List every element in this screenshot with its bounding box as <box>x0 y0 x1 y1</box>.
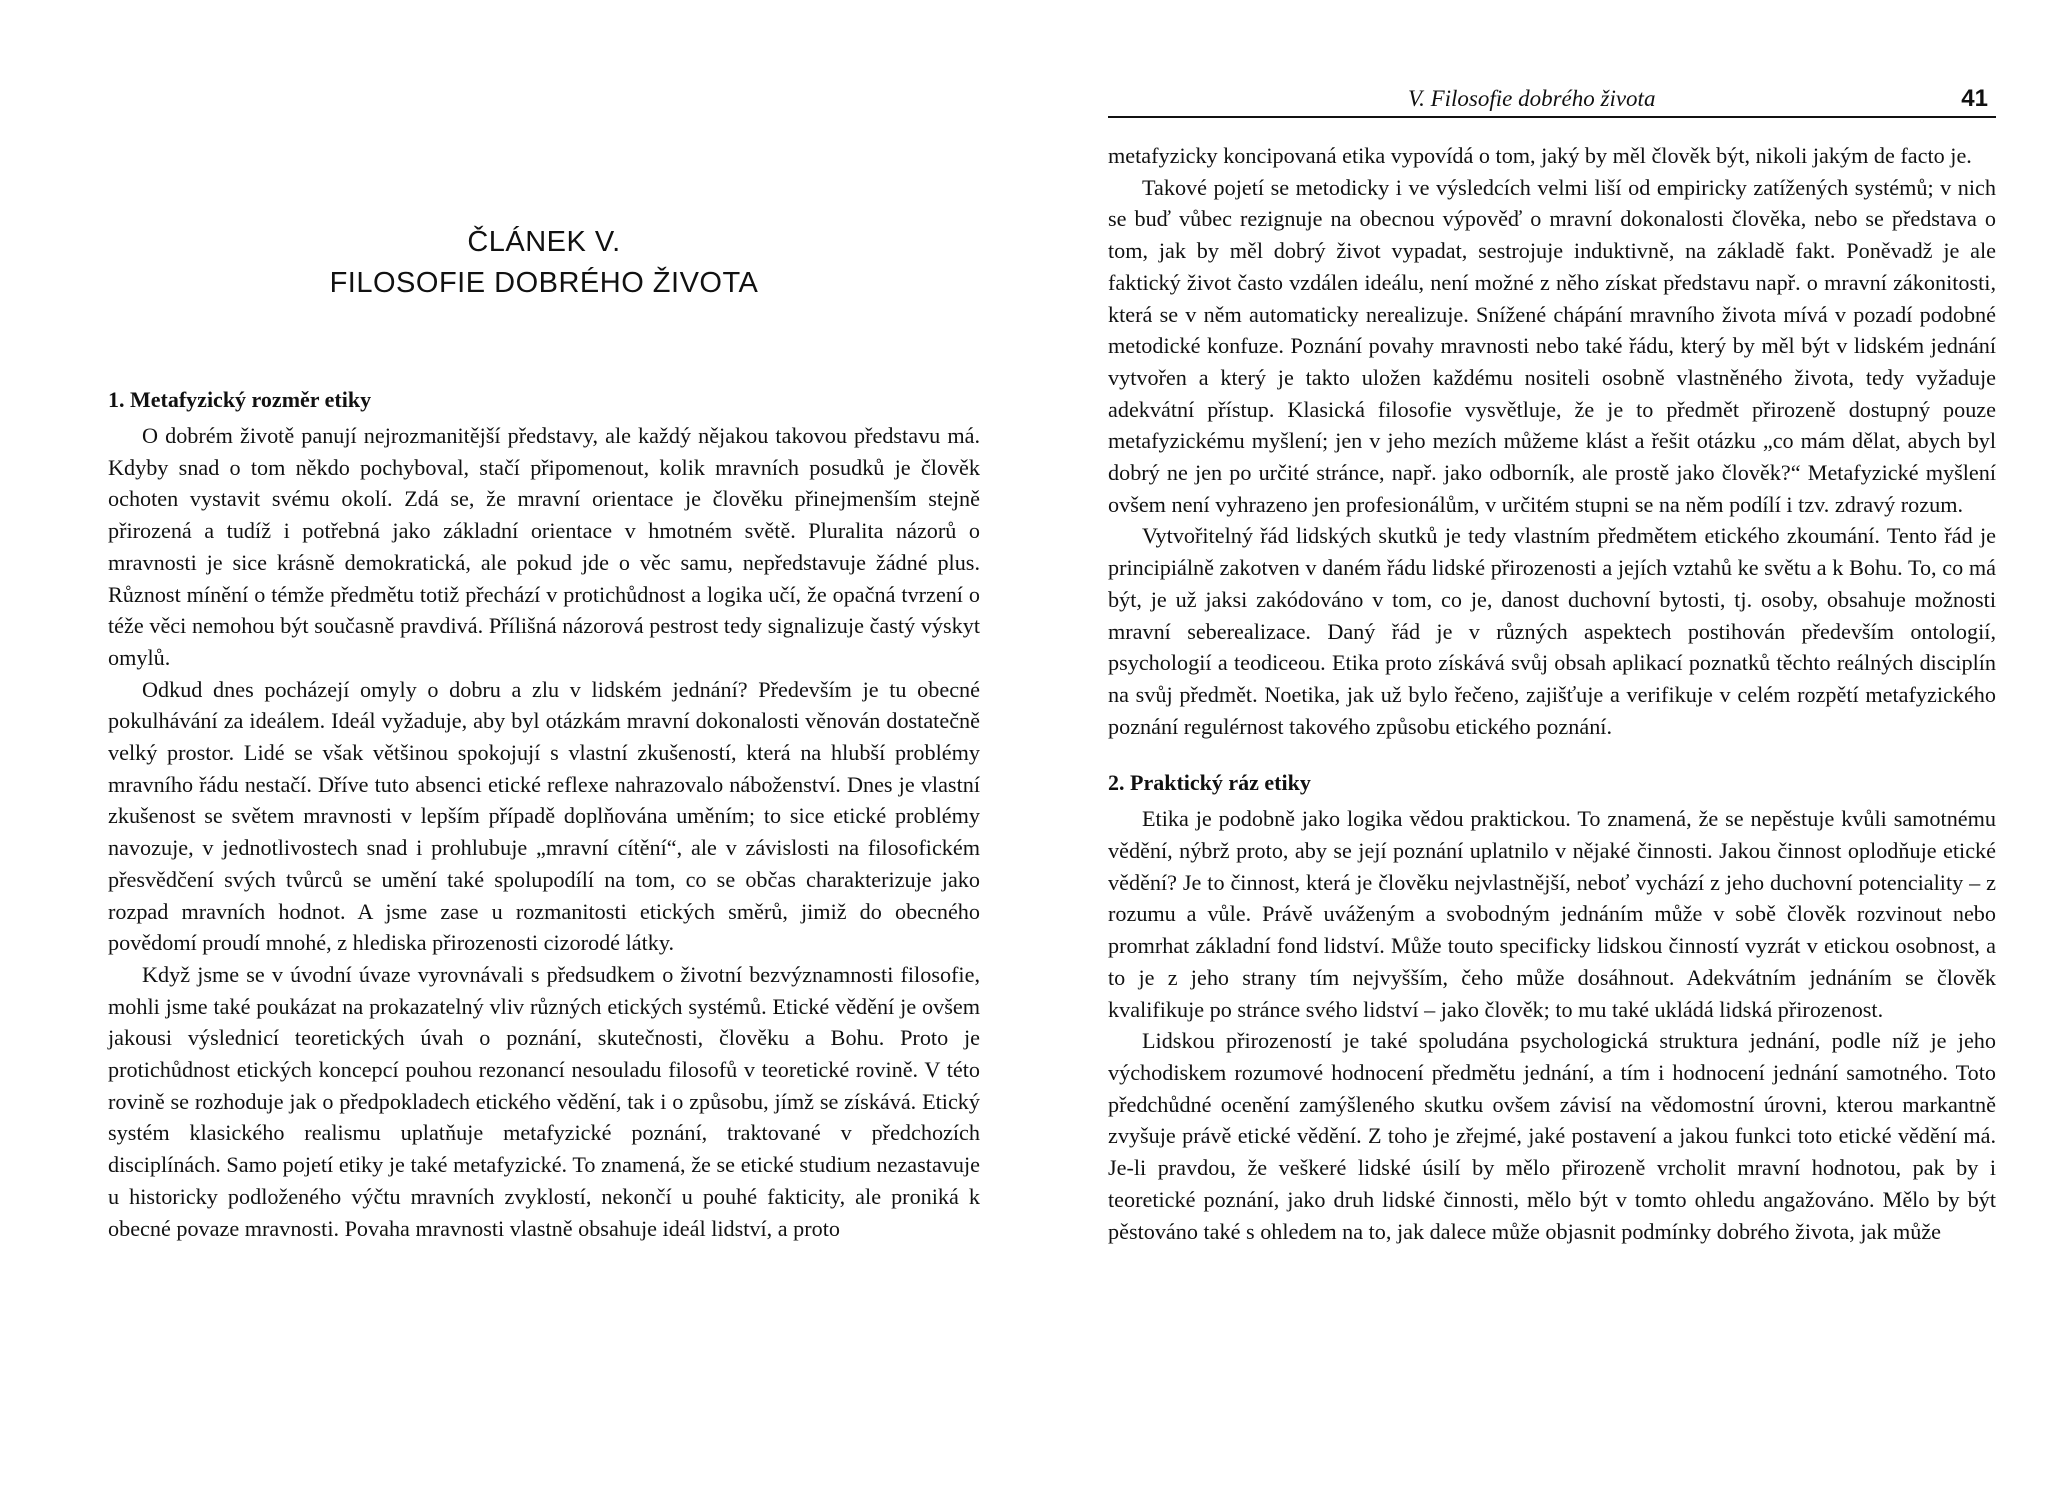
section-2-title: 2. Praktický ráz etiky <box>1108 770 1311 796</box>
page-number: 41 <box>1961 85 1988 112</box>
section-1-title: 1. Metafyzický rozměr etiky <box>108 387 372 412</box>
paragraph: Když jsme se v úvodní úvaze vyrovnávali s předsudkem o životní bezvýznamnosti filosofie, mohli jsme také poukázat na prokazatelný vliv různých etických systémů. Etické vědění je ovšem jakousi výslednicí teoretických úvah o poznání, skutečnosti, člověku a Bohu. Proto je protichůdnost etických koncepcí pouhou rezonancí nesouladu filosofů v teoretické rovině. V této rovině se rozhoduje jak o předpokladech etického vědění, tak i o způsobu, jímž se získává. Etický systém klasického realismu uplatňuje metafyzické poznání, traktované v předchozích disciplínách. Samo pojetí etiky je také metafyzické. To znamená, že se etické studium nezastavuje u historicky podloženého výčtu mravních zvyklostí, nekončí u pouhé fakticity, ale proniká k obecné povaze mravnosti. Povaha mravnosti vlastně obsahuje ideál lidství, a proto <box>108 961 980 1241</box>
left-body <box>108 383 980 1244</box>
left-page <box>108 0 980 1500</box>
right-body <box>1108 140 1996 1247</box>
paragraph: Odkud dnes pocházejí omyly o dobru a zlu v lidském jednání? Především je tu obecné pokulhávání za ideálem. Ideál vyžaduje, aby byl otázkám mravní dokonalosti věnován dostatečně velký prostor. Lidé se však většinou spokojují s vlastní zkušeností, která na hlubší problémy mravního řádu nestačí. Dříve tuto absenci etické reflexe nahrazovalo náboženství. Dnes je vlastní zkušenost se světem mravnosti v lepším případě doplňována uměním; to sice etické problémy navozuje, v jednotlivostech snad i prohlubuje „mravní cítění“, ale v závislosti na filosofickém přesvědčení svých tvůrců se umění také spolupodílí na tom, co se občas charakterizuje jako rozpad mravních hodnot. A jsme zase u rozmanitosti etických směrů, jimiž do obecného povědomí proudí mnohé, z hlediska přirozenosti cizorodé látky. <box>108 676 980 956</box>
paragraph: Lidskou přirozeností je také spoludána psychologická struktura jednání, podle níž je jeho východiskem rozumové hodnocení předmětu jednání, a tím i hodnocení jednání samotného. Toto předchůdné ocenění zamýšleného skutku ovšem závisí na vědomostní úrovni, kterou markantně zvyšuje právě etické vědění. Z toho je zřejmé, jaké postavení a jakou funkci toto etické vědění má. Je-li pravdou, že veškeré lidské úsilí by mělo přirozeně vrcholit mravní hodnotou, pak by i teoretické poznání, jako druh lidské činnosti, mělo být v tomto ohledu angažováno. Mělo by být pěstováno také s ohledem na to, jak dalece může objasnit podmínky dobrého života, jak může <box>1108 1028 1996 1244</box>
running-head-title: V. Filosofie dobrého života <box>1408 86 1656 111</box>
right-page <box>1108 0 1996 1500</box>
paragraph: Vytvořitelný řád lidských skutků je tedy vlastním předmětem etického zkoumání. Tento řád je principiálně zakotven v daném řádu lidské přirozenosti a jejích vztahů ke světu a k Bohu. To, co má být, je už jaksi zakódováno v tom, co je, danost duchovní bytosti, tj. osoby, obsahuje možnosti mravní seberealizace. Daný řád je v různých aspektech postihován především ontologií, psychologií a teodiceou. Etika proto získává svůj obsah aplikací poznatků těchto reálných disciplín na svůj předmět. Noetika, jak už bylo řečeno, zajišťuje a verifikuje v celém rozpětí metafyzického poznání regulérnost takového způsobu etického poznání. <box>1108 523 1996 739</box>
running-head <box>1108 84 1996 118</box>
paragraph: O dobrém životě panují nejrozmanitější představy, ale každý nějakou takovou představu má. Kdyby snad o tom někdo pochyboval, stačí připomenout, kolik mravních posudků je člověk ochoten vystavit svému okolí. Zdá se, že mravní orientace je člověku přinejmenším stejně přirozená a tudíž i potřebná jako základní orientace v hmotném světě. Pluralita názorů o mravnosti je sice krásně demokratická, ale pokud jde o věc samu, nepředstavuje žádné plus. Různost mínění o témže předmětu totiž přechází v protichůdnost a logika učí, že opačná tvrzení o téže věci nemohou být současně pravdivá. Přílišná názorová pestrost tedy signalizuje častý výskyt omylů. <box>108 423 980 670</box>
section-gap <box>1108 742 1996 766</box>
paragraph: Etika je podobně jako logika vědou praktickou. To znamená, že se nepěstuje kvůli samotnému vědění, nýbrž proto, aby se její poznání uplatnilo v nějaké činnosti. Jakou činnost oplodňuje etické vědění? Je to činnost, která je člověku nejvlastnější, neboť vychází z jeho duchovní potenciality – z rozumu a vůle. Právě uváženým a svobodným jednáním může v sobě člověk rozvinout nebo promrhat základní fond lidství. Může touto specificky lidskou činností vyzrát v etickou osobnost, a to je z jeho strany tím nejvyšším, čeho může dosáhnout. Adekvátním jednáním se člověk kvalifikuje po stránce svého lidství – jako člověk; to mu také ukládá lidská přirozenost. <box>1108 806 1996 1022</box>
chapter-title: FILOSOFIE DOBRÉHO ŽIVOTA <box>329 267 759 299</box>
paragraph: metafyzicky koncipovaná etika vypovídá o tom, jaký by měl člověk být, nikoli jakým de facto je. <box>1108 143 1972 168</box>
chapter-heading <box>108 222 980 304</box>
chapter-label: ČLÁNEK V. <box>467 226 621 258</box>
paragraph: Takové pojetí se metodicky i ve výsledcích velmi liší od empiricky zatížených systémů; v nich se buď vůbec rezignuje na obecnou výpověď o mravní dokonalosti člověka, nebo se představa o tom, jak by měl dobrý život vypadat, sestrojuje induktivně, na základě fakt. Poněvadž je ale faktický život často vzdálen ideálu, není možné z něho získat představu např. o mravní zákonitosti, která se v něm automaticky nerealizuje. Snížené chápání mravního života mívá v pozadí podobné metodické konfuze. Poznání povahy mravnosti nebo také řádu, který by měl být v lidském jednání vytvořen a který je takto uložen každému nositeli osobně vlastněného života, tedy vyžaduje adekvátní přístup. Klasická filosofie vysvětluje, že je to předmět přirozeně dostupný pouze metafyzickému myšlení; jen v jeho mezích můžeme klást a řešit otázku „co mám dělat, abych byl dobrý ne jen po určité stránce, např. jako odborník, ale prostě jako člověk?“ Metafyzické myšlení ovšem není vyhrazeno jen profesionálům, v určitém stupni se na něm podílí i tzv. zdravý rozum. <box>1108 174 1996 517</box>
